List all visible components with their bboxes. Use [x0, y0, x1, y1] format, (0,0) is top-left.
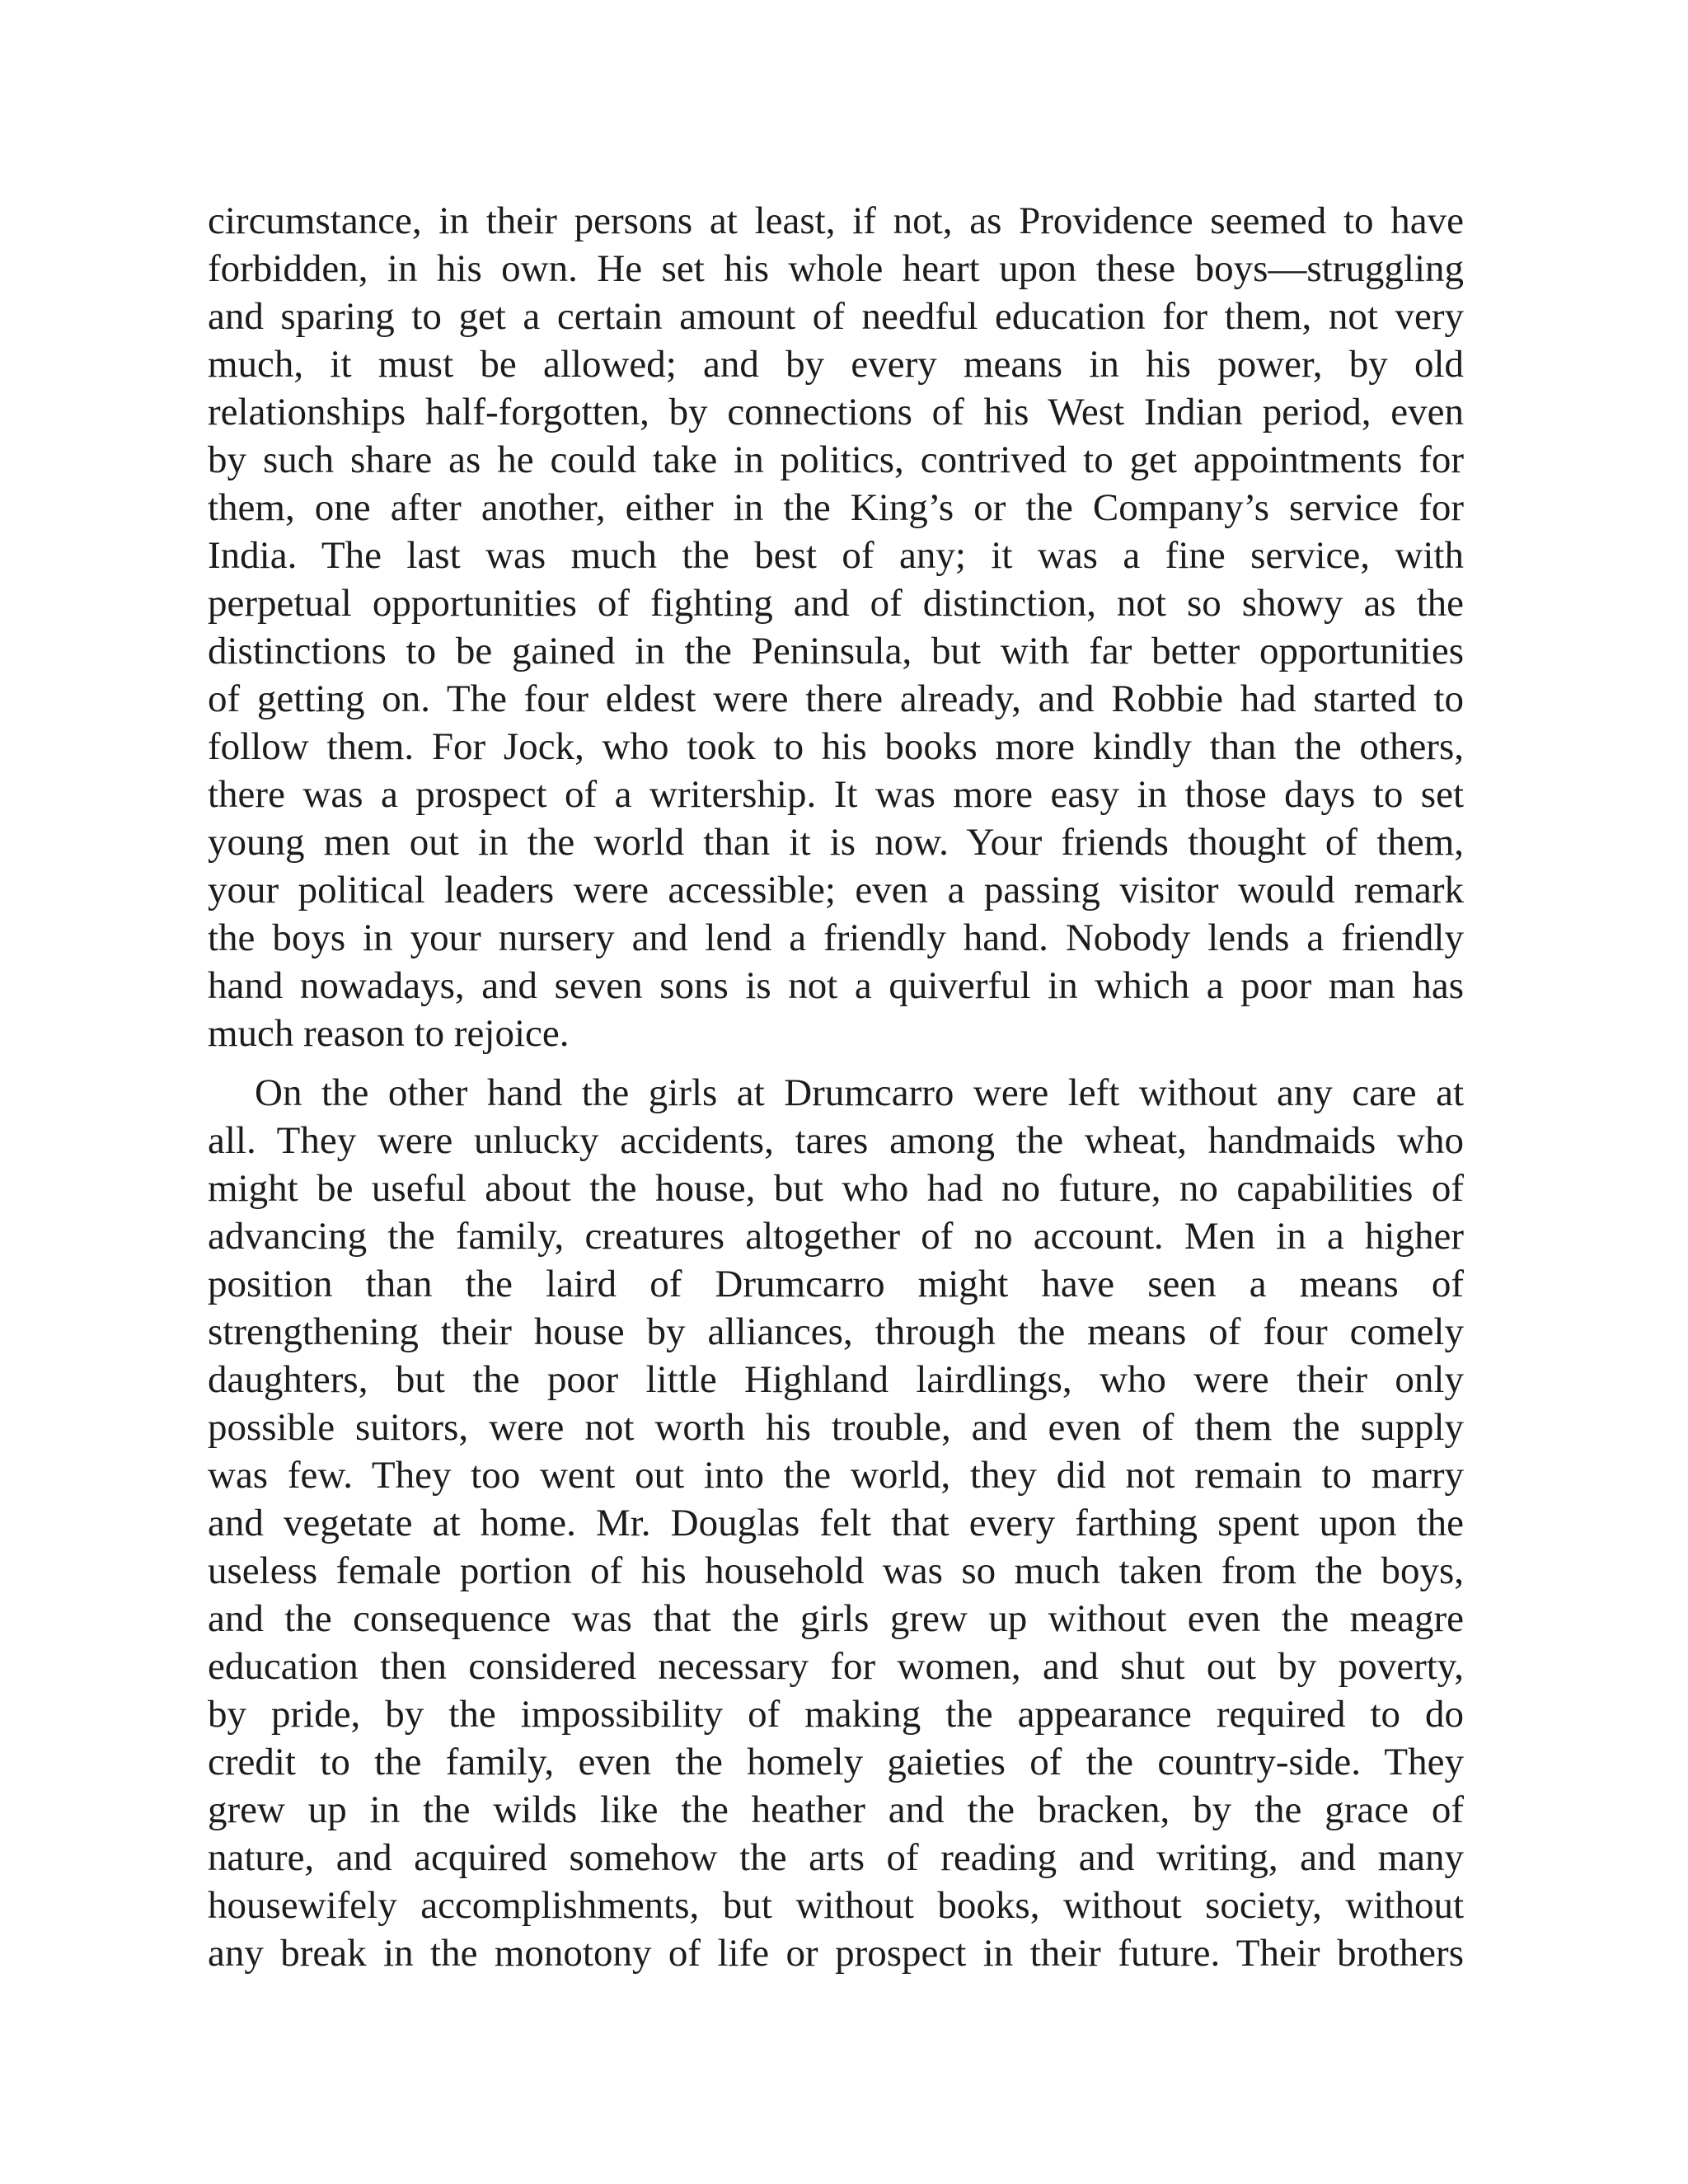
text-line: education then considered necessary for women, and shut out by poverty,: [208, 1645, 1464, 1688]
body-text: [208, 197, 1464, 1977]
text-line: there was a prospect of a writership. It was more easy in those days to set: [208, 773, 1464, 816]
text-line: On the other hand the girls at Drumcarro were left without any care at: [255, 1071, 1464, 1114]
text-line: young men out in the world than it is now. Your friends thought of them,: [208, 821, 1464, 864]
text-line: advancing the family, creatures altogether of no account. Men in a higher: [208, 1215, 1464, 1258]
text-line: grew up in the wilds like the heather and the bracken, by the grace of: [208, 1788, 1464, 1831]
text-line: forbidden, in his own. He set his whole heart upon these boys—struggling: [208, 247, 1464, 290]
text-line: strengthening their house by alliances, through the means of four comely: [208, 1310, 1464, 1353]
text-line: India. The last was much the best of any; it was a fine service, with: [208, 534, 1464, 577]
text-line: and sparing to get a certain amount of needful education for them, not very: [208, 295, 1464, 338]
text-line: them, one after another, either in the King’s or the Company’s service for: [208, 486, 1464, 529]
text-line: hand nowadays, and seven sons is not a quiverful in which a poor man has: [208, 964, 1464, 1007]
text-line: any break in the monotony of life or prospect in their future. Their brothers: [208, 1932, 1464, 1975]
text-line: much reason to rejoice.: [208, 1012, 570, 1055]
paragraph-2: [208, 1069, 1464, 1977]
text-line: position than the laird of Drumcarro might have seen a means of: [208, 1263, 1464, 1305]
text-line: circumstance, in their persons at least, if not, as Providence seemed to have: [208, 199, 1464, 242]
text-line: housewifely accomplishments, but without books, without society, without: [208, 1884, 1464, 1927]
text-line: possible suitors, were not worth his trouble, and even of them the supply: [208, 1406, 1464, 1449]
text-line: distinctions to be gained in the Peninsula, but with far better opportunities: [208, 630, 1464, 673]
text-line: relationships half-forgotten, by connections of his West Indian period, even: [208, 391, 1464, 434]
text-line: credit to the family, even the homely gaieties of the country-side. They: [208, 1741, 1464, 1783]
text-line: your political leaders were accessible; even a passing visitor would remark: [208, 869, 1464, 912]
text-line: perpetual opportunities of fighting and of distinction, not so showy as the: [208, 582, 1464, 625]
text-line: and vegetate at home. Mr. Douglas felt that every farthing spent upon the: [208, 1502, 1464, 1544]
text-line: follow them. For Jock, who took to his books more kindly than the others,: [208, 725, 1464, 768]
text-line: and the consequence was that the girls grew up without even the meagre: [208, 1597, 1464, 1640]
text-line: the boys in your nursery and lend a friendly hand. Nobody lends a friendly: [208, 916, 1464, 959]
paragraph-1: [208, 197, 1464, 1057]
text-line: all. They were unlucky accidents, tares among the wheat, handmaids who: [208, 1119, 1464, 1162]
text-line: daughters, but the poor little Highland lairdlings, who were their only: [208, 1358, 1464, 1401]
text-line: of getting on. The four eldest were there already, and Robbie had started to: [208, 677, 1464, 720]
text-line: by pride, by the impossibility of making the appearance required to do: [208, 1693, 1464, 1736]
text-line: might be useful about the house, but who had no future, no capabilities of: [208, 1167, 1464, 1210]
text-line: useless female portion of his household was so much taken from the boys,: [208, 1549, 1464, 1592]
text-line: by such share as he could take in politics, contrived to get appointments for: [208, 438, 1464, 481]
text-line: was few. They too went out into the world, they did not remain to marry: [208, 1454, 1464, 1497]
text-line: nature, and acquired somehow the arts of reading and writing, and many: [208, 1836, 1464, 1879]
text-line: much, it must be allowed; and by every means in his power, by old: [208, 343, 1464, 386]
